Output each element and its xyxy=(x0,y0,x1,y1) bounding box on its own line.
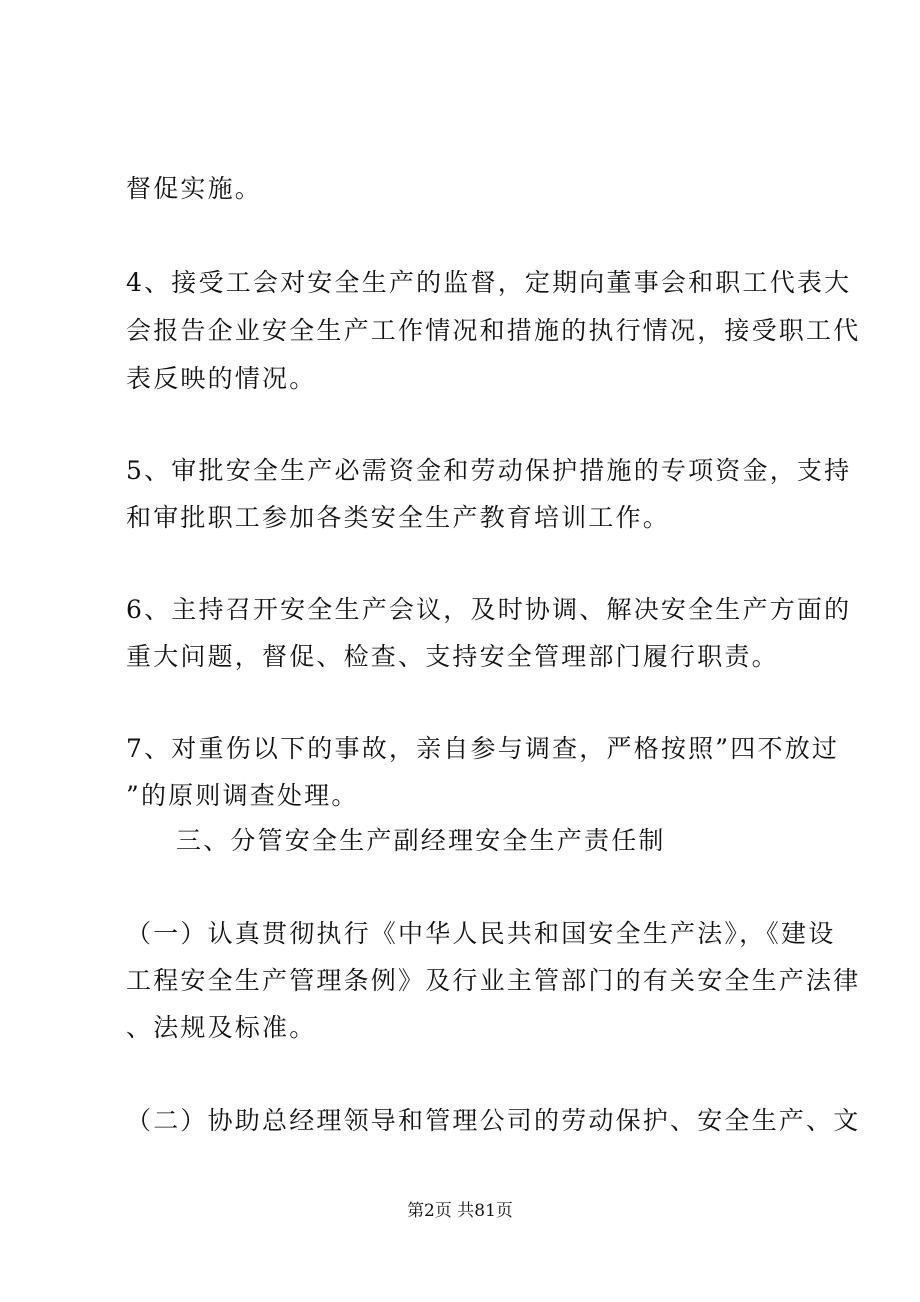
paragraph-line: 和审批职工参加各类安全生产教育培训工作。 xyxy=(126,503,671,532)
paragraph-line: 会报告企业安全生产工作情况和措施的执行情况，接受职工代 xyxy=(126,316,861,345)
paragraph-line: 6、主持召开安全生产会议，及时协调、解决安全生产方面的 xyxy=(126,595,852,624)
paragraph-line: （一）认真贯彻执行《中华人民共和国安全生产法》，《建设 xyxy=(126,919,836,948)
section-heading: 三、分管安全生产副经理安全生产责任制 xyxy=(176,826,666,855)
paragraph-line: ”的原则调查处理。 xyxy=(126,781,359,810)
paragraph-line: （二）协助总经理领导和管理公司的劳动保护、安全生产、文 xyxy=(126,1106,861,1135)
paragraph-line: 表反映的情况。 xyxy=(126,364,317,393)
paragraph-line: 5、审批安全生产必需资金和劳动保护措施的专项资金，支持 xyxy=(126,456,852,485)
paragraph-line: 督促实施。 xyxy=(126,174,263,203)
paragraph-line: 重大问题，督促、检查、支持安全管理部门履行职责。 xyxy=(126,642,779,671)
paragraph-line: 、法规及标准。 xyxy=(126,1013,317,1042)
paragraph-line: 工程安全生产管理条例》及行业主管部门的有关安全生产法律 xyxy=(126,966,861,995)
page-number-footer: 第2页 共81页 xyxy=(407,1201,513,1221)
paragraph-line: 4、接受工会对安全生产的监督，定期向董事会和职工代表大 xyxy=(126,268,852,297)
paragraph-line: 7、对重伤以下的事故，亲自参与调查，严格按照”四不放过 xyxy=(126,734,840,763)
